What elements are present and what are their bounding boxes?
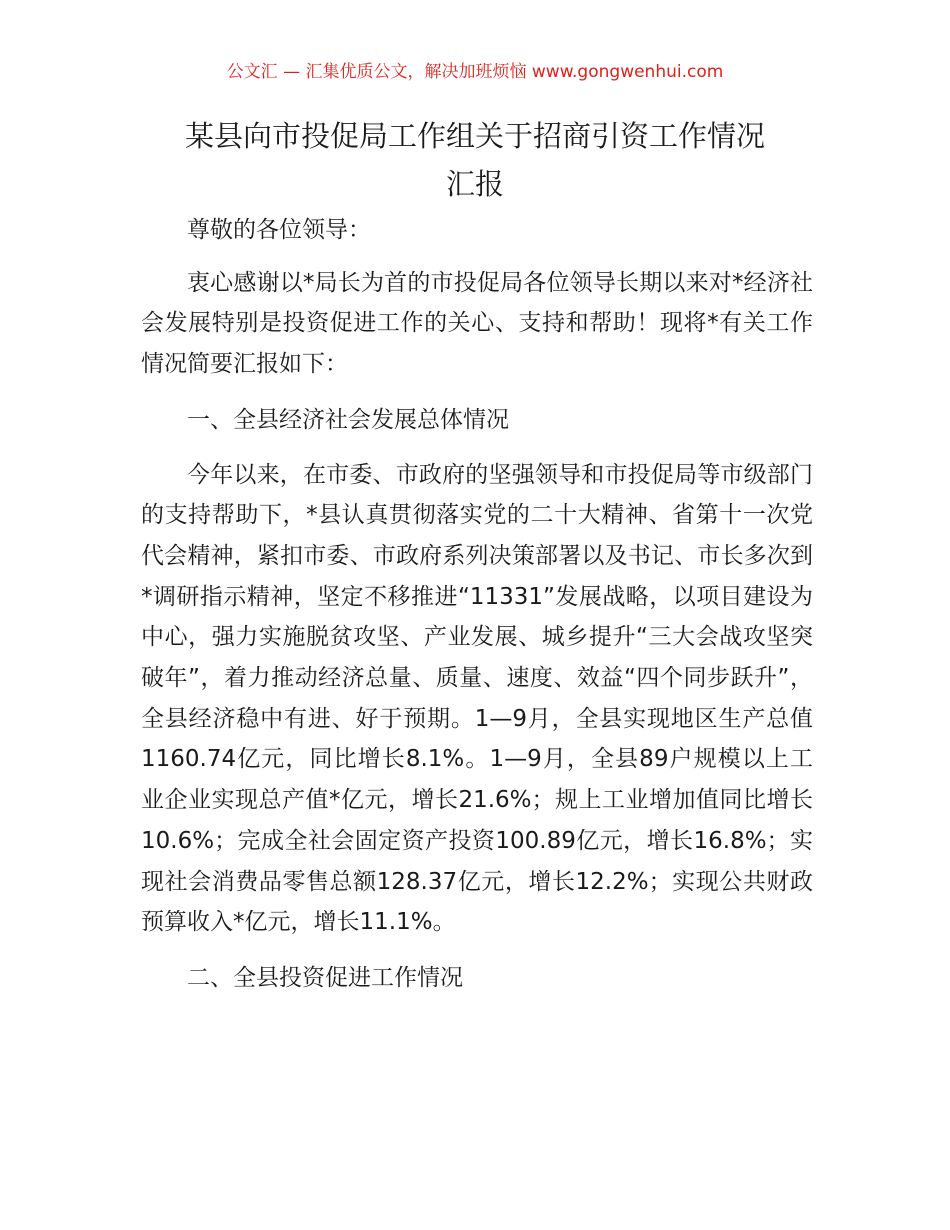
site-banner: 公文汇 — 汇集优质公文，解决加班烦恼 www.gongwenhui.com — [226, 62, 724, 82]
title-line-1: 某县向市投促局工作组关于招商引资工作情况 — [184, 119, 765, 153]
intro-paragraph: 衷心感谢以*局长为首的市投促局各位领导长期以来对*经济社会发展特别是投资促进工作的关心、支持和帮助！现将*有关工作情况简要汇报如下： — [141, 269, 813, 378]
section-heading-1: 一、全县经济社会发展总体情况 — [187, 406, 509, 433]
document-body — [141, 210, 813, 1013]
section-heading-2: 二、全县投资促进工作情况 — [187, 964, 463, 991]
document-title — [90, 112, 860, 208]
title-line-2: 汇报 — [445, 167, 504, 201]
salutation: 尊敬的各位领导： — [187, 217, 371, 243]
section-1-paragraph: 今年以来，在市委、市政府的坚强领导和市投促局等市级部门的支持帮助下，*县认真贯彻落实党的二十大精神、省第十一次党代会精神，紧扣市委、市政府系列决策部署以及书记、市长多次到*调研指示精神，坚定不移推进“11331”发展战略，以项目建设为中心，强力实施脱贫攻坚、产业发展、城乡提升“三大会战攻坚突破年”，着力推动经济总量、质量、速度、效益“四个同步跃升”，全县经济稳中有进、好于预期。1—9月，全县实现地区生产总值1160.74亿元，同比增长8.1%。1—9月，全县89户规模以上工业企业实现总产值*亿元，增长21.6%；规上工业增加值同比增长10.6%；完成全社会固定资产投资100.89亿元，增长16.8%；实现社会消费品零售总额128.37亿元，增长12.2%；实现公共财政预算收入*亿元，增长11.1%。 — [141, 461, 813, 936]
